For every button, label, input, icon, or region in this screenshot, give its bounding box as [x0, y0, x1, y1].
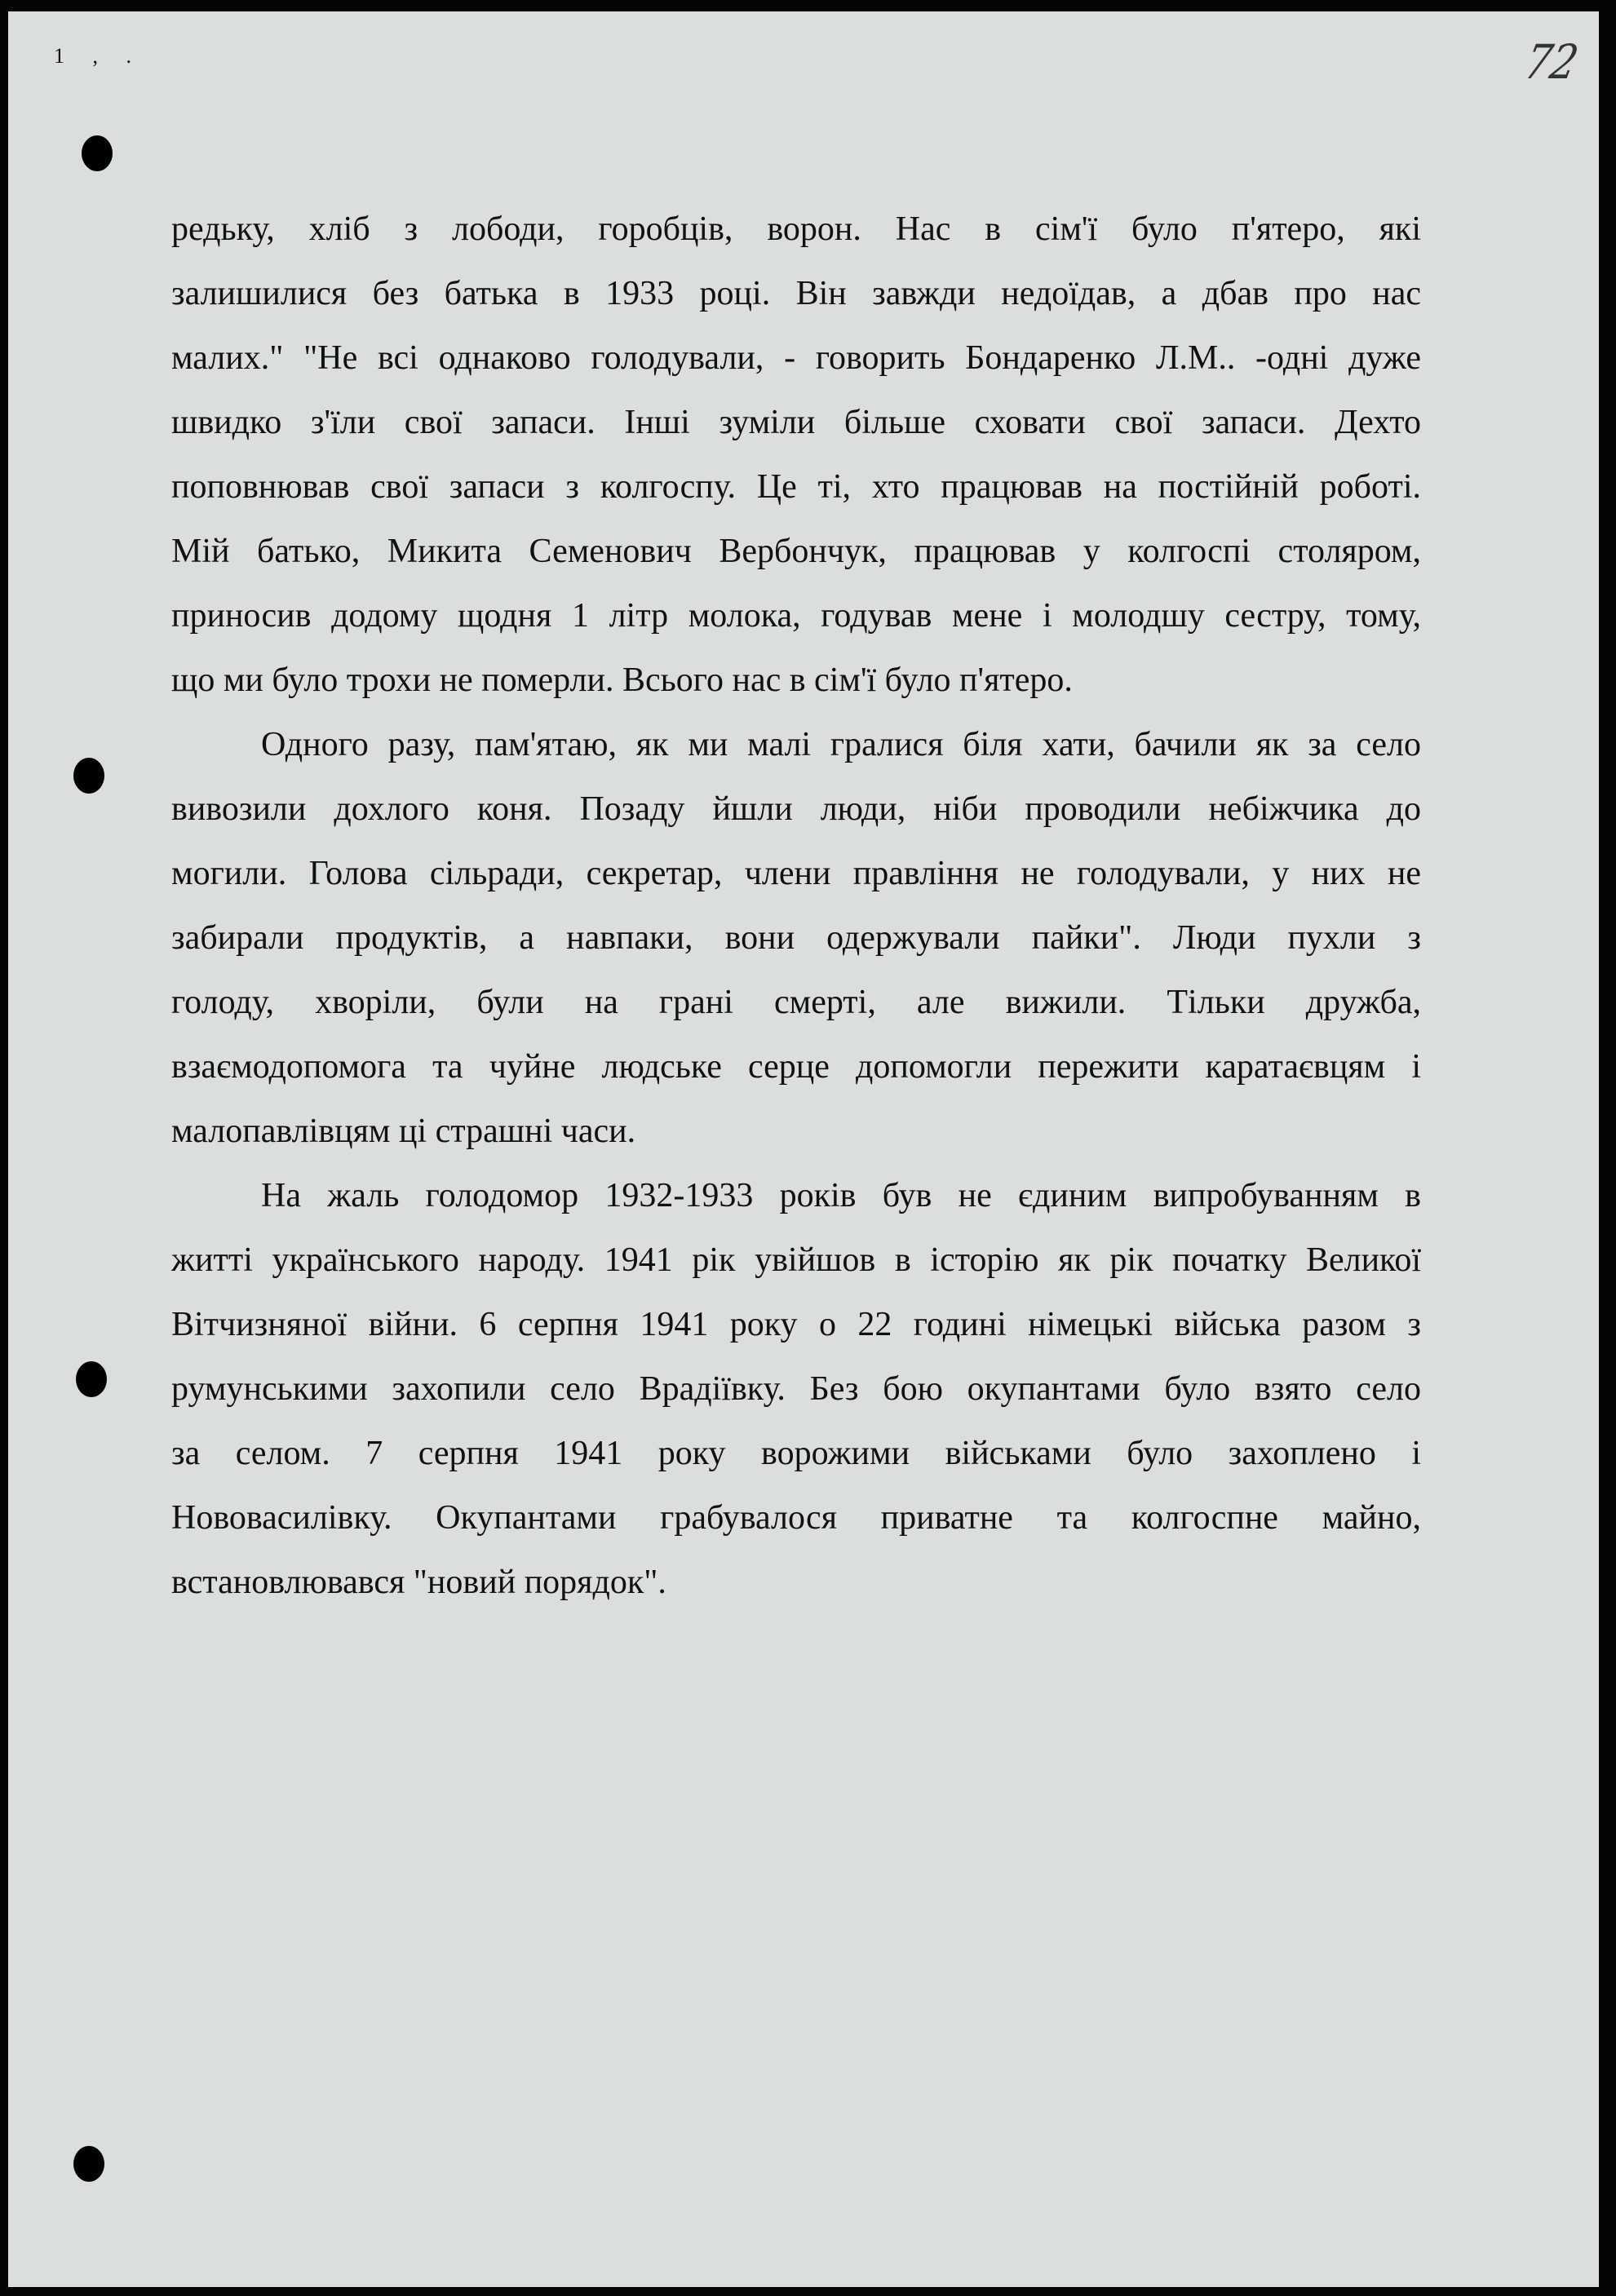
text-line-content: Нововасилівку. Окупантами грабувалося приватне та колгоспне майно,: [171, 1499, 1421, 1537]
text-line: [171, 1357, 1421, 1422]
text-line-content: голоду, хворіли, були на грані смерті, але вижили. Тільки дружба,: [171, 984, 1421, 1021]
text-line-content: житті українського народу. 1941 рік увійшов в історію як рік початку Великої: [171, 1241, 1421, 1279]
text-line: [171, 1551, 1421, 1615]
text-line: [171, 520, 1421, 584]
text-line-content: встановлювався "новий порядок".: [171, 1564, 666, 1601]
paragraph: [171, 713, 1421, 1164]
text-line-content: малих." "Не всі однаково голодували, - говорить Бондаренко Л.М.. -одні дуже: [171, 339, 1421, 377]
text-line: [171, 262, 1421, 326]
text-line-content: Вітчизняної війни. 6 серпня 1941 року о 22 годині німецькі війська разом з: [171, 1306, 1421, 1343]
text-line-content: за селом. 7 серпня 1941 року ворожими військами було захоплено і: [171, 1435, 1421, 1472]
handwritten-page-number: 72: [1520, 34, 1583, 90]
corner-marks: 1 , .: [54, 44, 143, 68]
text-line: [171, 391, 1421, 455]
text-line: [171, 197, 1421, 262]
text-line-content: Мій батько, Микита Семенович Вербончук, працював у колгоспі столяром,: [171, 533, 1421, 570]
text-line-content: румунськими захопили село Врадіївку. Без бою окупантами було взято село: [171, 1370, 1421, 1408]
text-line-content: поповнював свої запаси з колгоспу. Це ті, хто працював на постійній роботі.: [171, 468, 1421, 506]
text-line-content: На жаль голодомор 1932-1933 років був не єдиним випробуванням в: [261, 1177, 1421, 1214]
text-line: [171, 1293, 1421, 1357]
punch-hole-icon: [76, 1361, 107, 1397]
text-line: [171, 1486, 1421, 1551]
paragraph: [171, 1164, 1421, 1615]
text-line-content: що ми було трохи не померли. Всього нас в сім'ї було п'ятеро.: [171, 661, 1073, 699]
punch-hole-icon: [82, 135, 113, 171]
text-line-content: редьку, хліб з лободи, горобців, ворон. Нас в сім'ї було п'ятеро, які: [171, 210, 1421, 248]
text-line: [171, 906, 1421, 971]
text-line: [171, 1035, 1421, 1099]
text-line-content: малопавлівцям ці страшні часи.: [171, 1113, 636, 1150]
text-line-content: швидко з'їли свої запаси. Інші зуміли більше сховати свої запаси. Дехто: [171, 404, 1421, 441]
punch-hole-icon: [73, 758, 104, 794]
text-line: [171, 713, 1421, 777]
text-line: [171, 1164, 1421, 1228]
text-line-content: взаємодопомога та чуйне людське серце допомогли пережити каратаєвцям і: [171, 1048, 1421, 1086]
text-line-content: вивозили дохлого коня. Позаду йшли люди, ніби проводили небіжчика до: [171, 790, 1421, 828]
text-line-content: забирали продуктів, а навпаки, вони одержували пайки". Люди пухли з: [171, 919, 1421, 957]
text-line-content: залишилися без батька в 1933 році. Він завжди недоїдав, а дбав про нас: [171, 275, 1421, 312]
text-line: [171, 842, 1421, 906]
text-line-content: приносив додому щодня 1 літр молока, годував мене і молодшу сестру, тому,: [171, 597, 1421, 635]
text-line: [171, 326, 1421, 391]
punch-hole-icon: [73, 2146, 104, 2182]
text-line: [171, 1422, 1421, 1486]
text-line-content: Одного разу, пам'ятаю, як ми малі гралися біля хати, бачили як за село: [261, 726, 1421, 763]
text-line: [171, 1228, 1421, 1293]
text-line: [171, 1099, 1421, 1164]
text-line: [171, 777, 1421, 842]
text-line: [171, 455, 1421, 520]
body-text: [171, 197, 1421, 1615]
paragraph: [171, 197, 1421, 713]
text-line: [171, 584, 1421, 648]
text-line: [171, 648, 1421, 713]
text-line: [171, 971, 1421, 1035]
text-line-content: могили. Голова сільради, секретар, члени правління не голодували, у них не: [171, 855, 1421, 892]
